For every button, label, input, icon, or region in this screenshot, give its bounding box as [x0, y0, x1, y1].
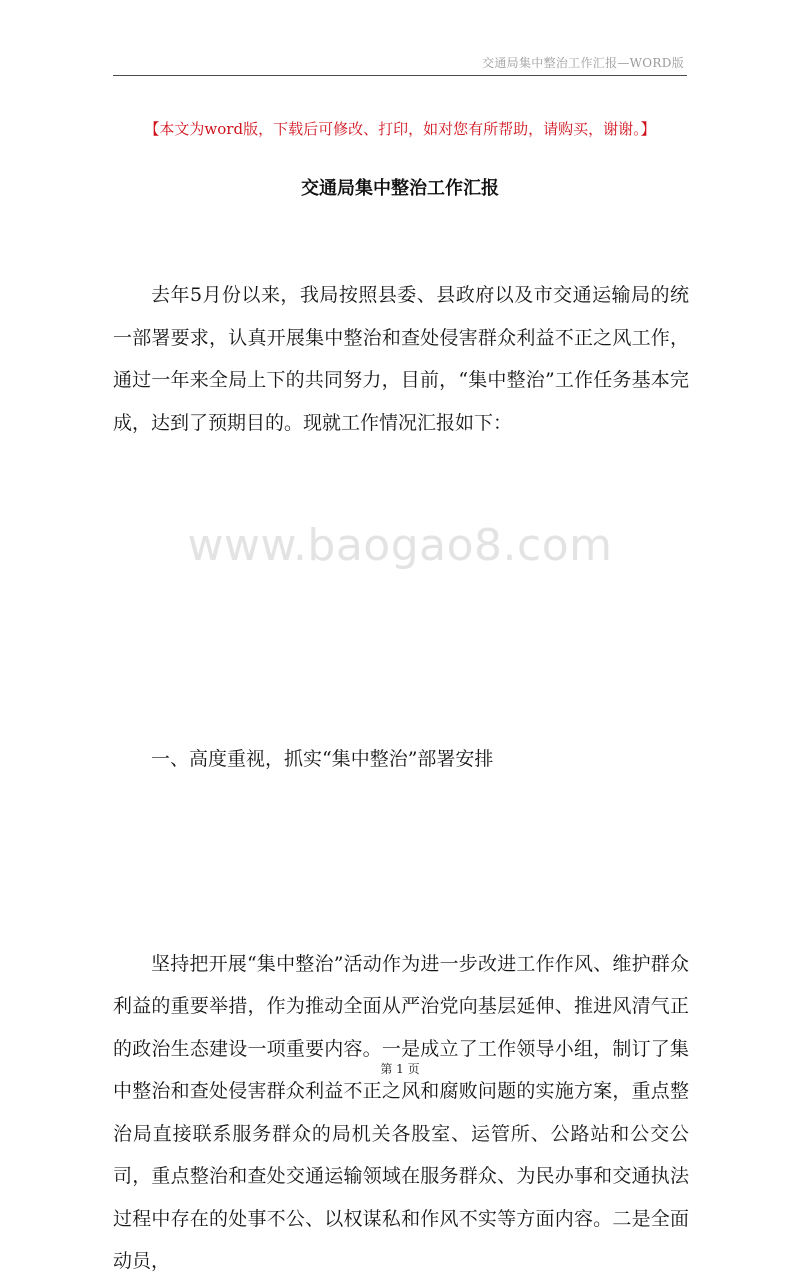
paragraph-intro: 去年5月份以来，我局按照县委、县政府以及市交通运输局的统一部署要求，认真开展集中整治和查处侵害群众利益不正之风工作，通过一年来全局上下的共同努力，目前，“集中整治”工作任务基本完成，达到了预期目的。现就工作情况汇报如下： [113, 284, 689, 434]
page-header-text: 交通局集中整治工作汇报—WORD版 [482, 56, 684, 70]
section-heading-1: 一、高度重视，抓实“集中整治”部署安排 [151, 748, 494, 770]
page-number: 第 1 页 [380, 1062, 420, 1076]
watermark: www.baogao8.com [187, 520, 613, 571]
purchase-notice: 【本文为word版，下载后可修改、打印，如对您有所帮助，请购买，谢谢。】 [144, 120, 656, 138]
document-title: 交通局集中整治工作汇报 [301, 178, 499, 199]
paragraph-section-1-body: 坚持把开展“集中整治”活动作为进一步改进工作作风、维护群众利益的重要举措，作为推动全面从严治党向基层延伸、推进风清气正的政治生态建设一项重要内容。一是成立了工作领导小组，制订了集中整治和查处侵害群众利益不正之风和腐败问题的实施方案，重点整治局直接联系服务群众的局机关各股室、运管所、公路站和公交公司，重点整治和查处交通运输领域在服务群众、为民办事和交通执法过程中存在的处事不公、以权谋私和作风不实等方面内容。二是全面动员， [113, 952, 689, 1272]
header-divider [113, 75, 687, 76]
